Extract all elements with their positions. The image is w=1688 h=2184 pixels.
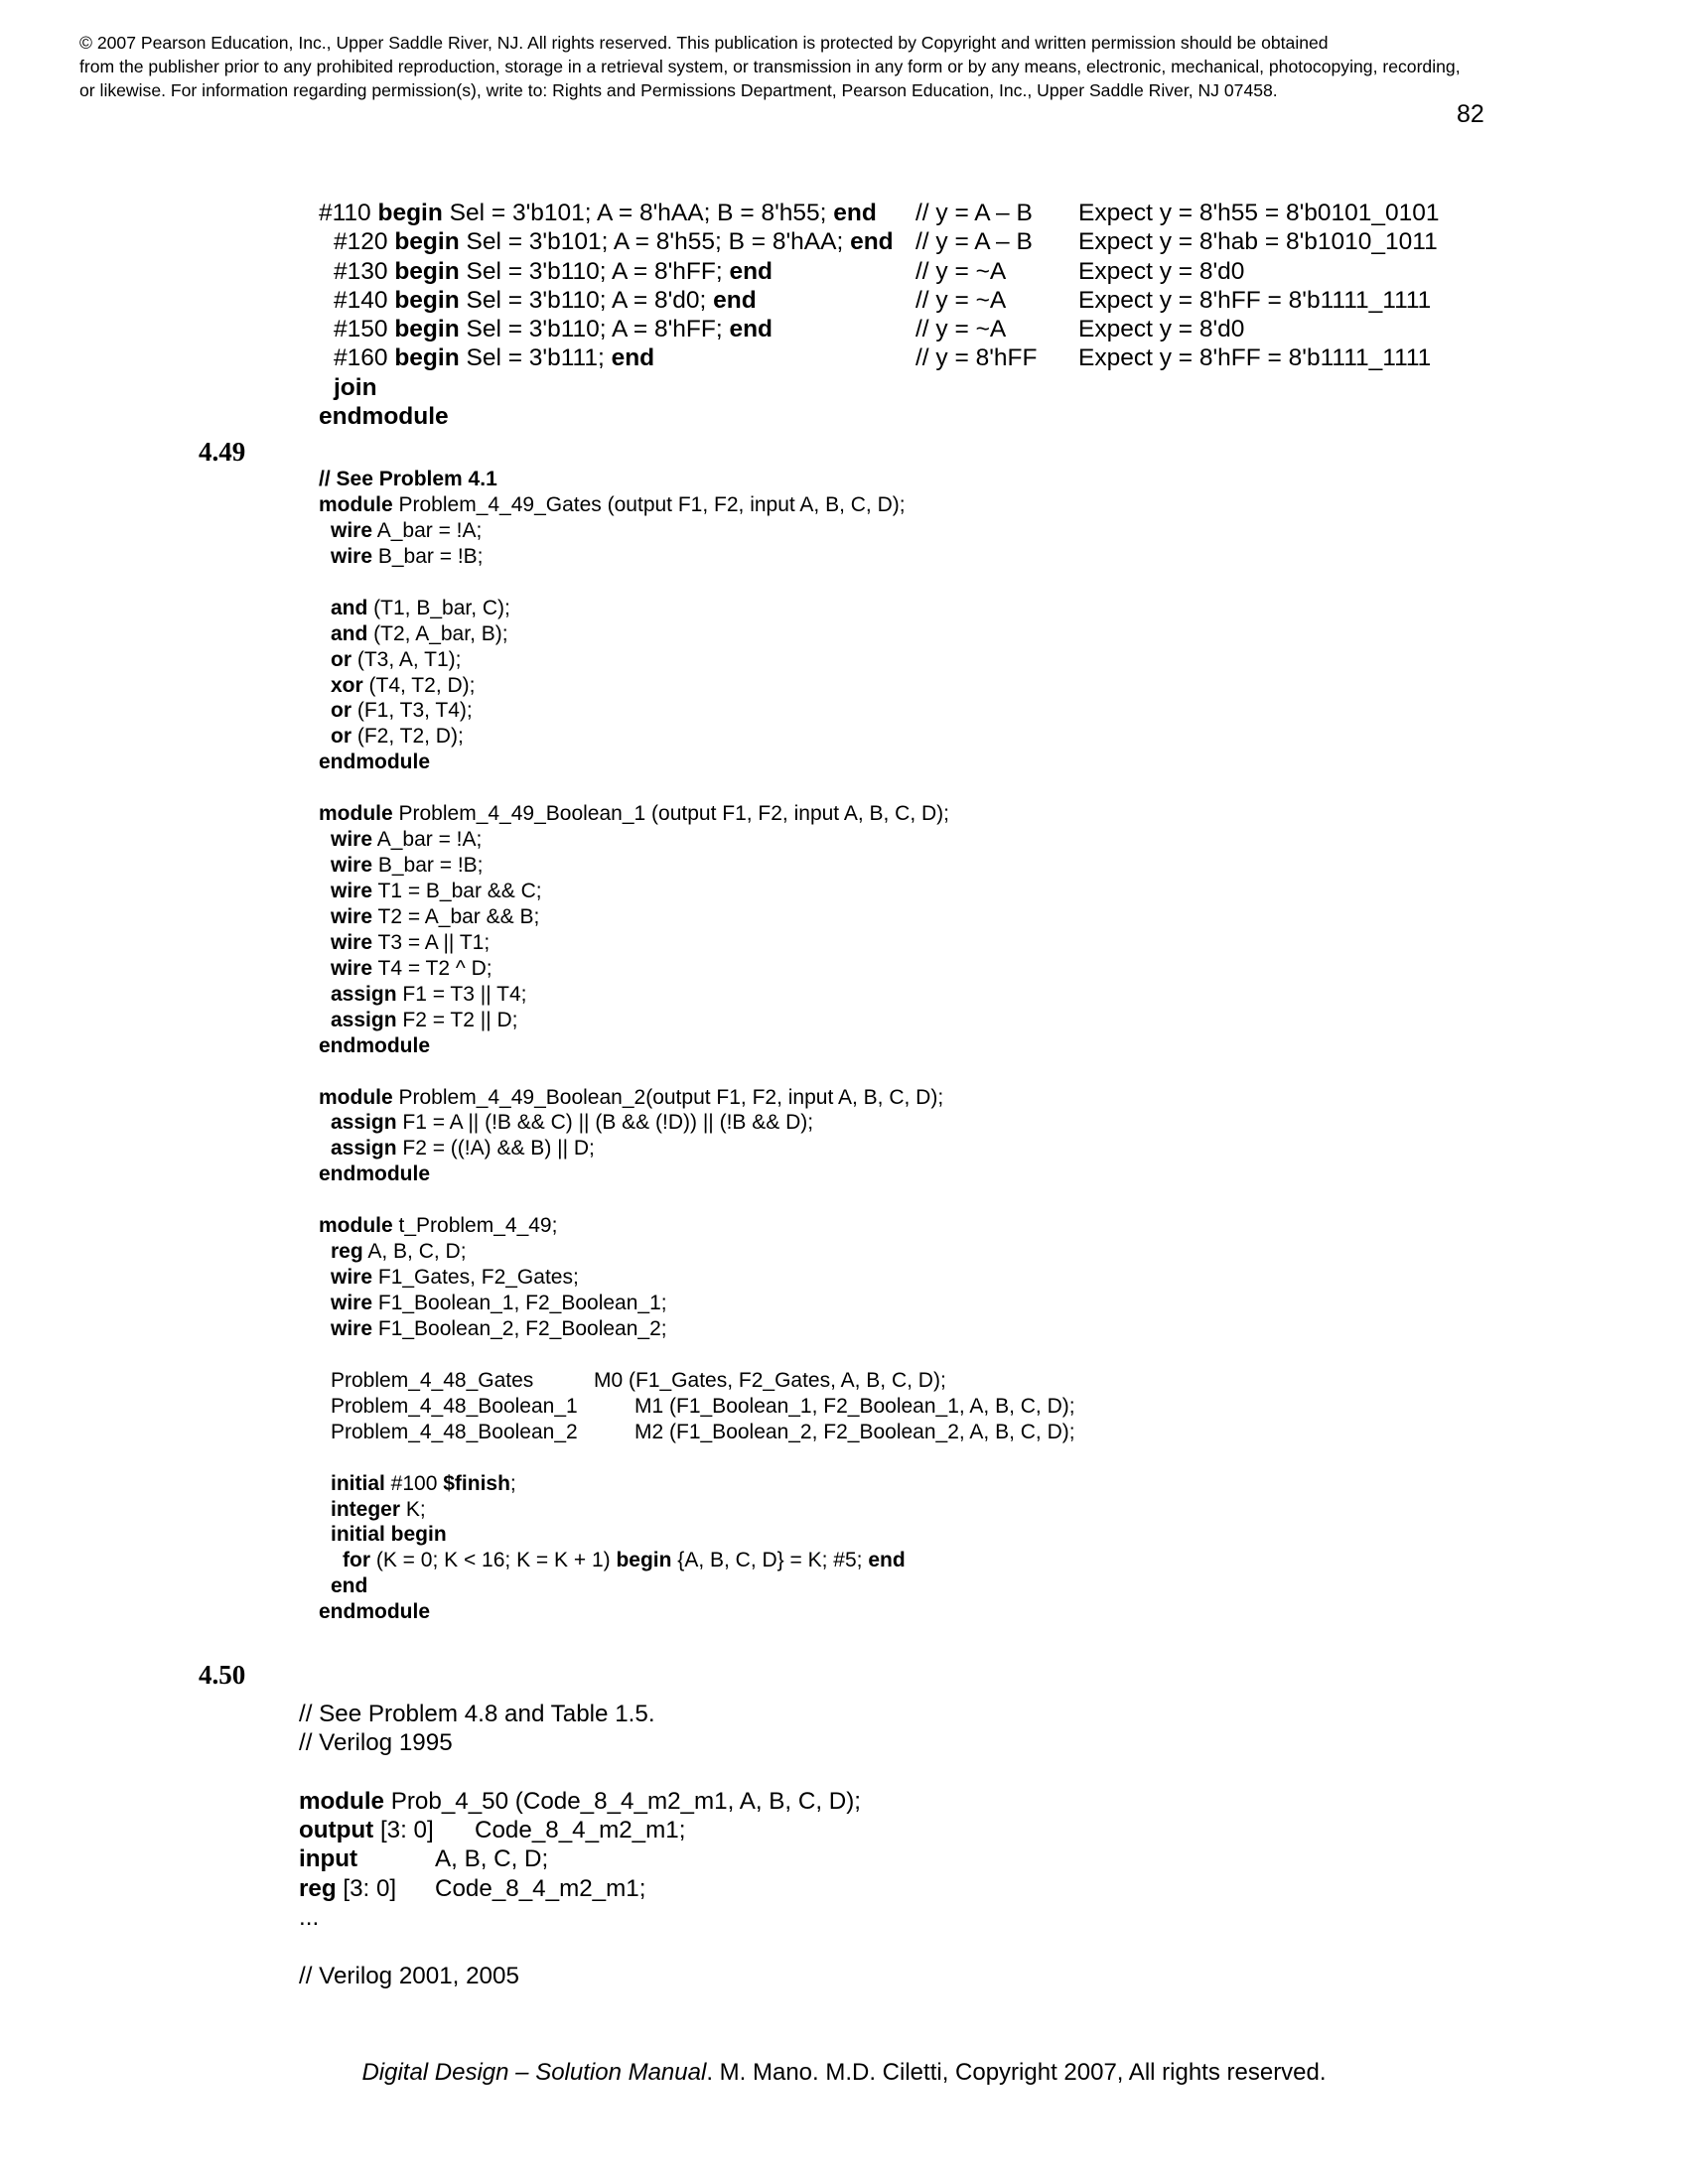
code-line xyxy=(319,621,949,647)
blank-line xyxy=(319,570,949,596)
code-token: [3: 0] xyxy=(336,1874,397,1902)
code-token: and xyxy=(331,621,368,645)
page-number: 82 xyxy=(1457,100,1484,128)
code-token: wire xyxy=(331,1266,373,1290)
copyright-notice xyxy=(79,31,1628,102)
delay: #130 xyxy=(334,257,388,285)
blank-line xyxy=(319,1445,949,1471)
expected-value: Expect y = 8'hFF = 8'b1111_1111 xyxy=(1078,286,1432,314)
book-title: Digital Design – Solution Manual xyxy=(361,2059,707,2086)
statement: Sel = 3'b110; A = 8'hFF; xyxy=(459,316,730,343)
comment-line: // See Problem 4.8 and Table 1.5. xyxy=(299,1701,655,1727)
code-line xyxy=(319,1161,949,1187)
keyword-endmodule: endmodule xyxy=(319,403,449,431)
keyword-end: end xyxy=(833,200,877,226)
keyword-begin: begin xyxy=(394,257,460,285)
code-token: assign xyxy=(331,1137,397,1160)
code-token: B_bar = !B; xyxy=(372,544,484,568)
statement: Sel = 3'b101; A = 8'hAA; B = 8'h55; xyxy=(442,200,834,226)
code-token: A_bar = !A; xyxy=(372,828,483,852)
code-line xyxy=(319,1085,949,1111)
code-token: Prob_4_50 (Code_8_4_m2_m1, A, B, C, D); xyxy=(384,1787,861,1815)
code-token: (K = 0; K < 16; K = K + 1) xyxy=(370,1549,617,1572)
delay: #160 xyxy=(334,344,388,372)
statement: Sel = 3'b111; xyxy=(459,344,612,372)
code-token: (T4, T2, D); xyxy=(362,673,476,697)
keyword-end: end xyxy=(850,228,894,256)
code-token: endmodule xyxy=(319,1600,431,1624)
code-token: T3 = A || T1; xyxy=(372,930,491,954)
blank-line xyxy=(319,1059,949,1085)
code-line xyxy=(319,1573,949,1599)
statement: Sel = 3'b110; A = 8'hFF; xyxy=(459,257,730,285)
code-token: T1 = B_bar && C; xyxy=(372,880,542,902)
code-line xyxy=(319,1239,949,1265)
code-token: wire xyxy=(331,956,373,980)
code-line xyxy=(299,1816,861,1844)
delay: #140 xyxy=(334,286,388,314)
keyword-join: join xyxy=(334,373,377,401)
code-line xyxy=(299,1844,861,1873)
code-token: Problem_4_49_Boolean_2(output F1, F2, input A, B, C, D); xyxy=(392,1085,944,1109)
code-token: or xyxy=(331,647,352,671)
code-line xyxy=(319,801,949,827)
code-line xyxy=(319,544,949,570)
instance-line xyxy=(319,1394,1075,1420)
comment-line: // Verilog 2001, 2005 xyxy=(299,1962,519,1989)
code-token: (F2, T2, D); xyxy=(352,725,464,749)
code-token: module xyxy=(319,802,393,826)
blank-line xyxy=(319,775,949,801)
code-line xyxy=(319,673,949,699)
code-token: endmodule xyxy=(319,1162,431,1186)
code-line xyxy=(299,1787,861,1816)
code-token: module xyxy=(299,1787,385,1815)
delay: #120 xyxy=(334,228,388,256)
code-line xyxy=(319,1008,949,1033)
code-token: F1 = T3 || T4; xyxy=(396,982,527,1006)
code-token: Code_8_4_m2_m1; xyxy=(475,1817,686,1844)
code-token: (T2, A_bar, B); xyxy=(367,621,508,645)
comment: // y = A – B xyxy=(915,200,1033,226)
keyword-begin: begin xyxy=(394,344,460,372)
comment: // y = 8'hFF xyxy=(915,344,1038,372)
instance-line xyxy=(319,1420,1075,1445)
code-line xyxy=(319,1497,949,1523)
code-line xyxy=(319,467,949,492)
expected-value: Expect y = 8'h55 = 8'b0101_0101 xyxy=(1078,200,1440,226)
instance-line xyxy=(319,1368,949,1394)
keyword-begin: begin xyxy=(394,286,460,314)
code-line xyxy=(319,1265,949,1291)
blank-line xyxy=(319,1342,949,1368)
code-token: M0 (F1_Gates, F2_Gates, A, B, C, D); xyxy=(594,1368,946,1392)
delay: #110 xyxy=(319,200,371,226)
keyword-begin: begin xyxy=(377,200,443,226)
code-line xyxy=(319,647,949,673)
code-token: endmodule xyxy=(319,751,431,774)
code-token: M1 (F1_Boolean_1, F2_Boolean_1, A, B, C, D); xyxy=(634,1394,1075,1418)
code-token: Code_8_4_m2_m1; xyxy=(435,1874,646,1902)
blank-line xyxy=(299,1758,861,1787)
copyright-line: © 2007 Pearson Education, Inc., Upper Saddle River, NJ. All rights reserved. This publication is protected by Copyright and written permission should be obtained xyxy=(79,33,1329,53)
code-line xyxy=(319,1033,949,1059)
code-token: reg xyxy=(331,1240,363,1264)
code-token: initial begin xyxy=(331,1523,447,1547)
code-token: A, B, C, D; xyxy=(435,1845,549,1873)
code-line xyxy=(319,1213,949,1239)
code-token: Problem_4_49_Gates (output F1, F2, input A, B, C, D); xyxy=(392,492,906,516)
code-token: or xyxy=(331,725,352,749)
comment-line: // Verilog 1995 xyxy=(299,1729,453,1757)
delay: #150 xyxy=(334,316,388,343)
comment: // y = ~A xyxy=(915,286,1007,314)
code-token: F2 = ((!A) && B) || D; xyxy=(396,1137,595,1160)
code-token: input xyxy=(299,1845,358,1873)
expected-value: Expect y = 8'd0 xyxy=(1078,257,1245,285)
code-token: A, B, C, D; xyxy=(362,1240,467,1264)
code-token: begin xyxy=(616,1549,672,1572)
code-line xyxy=(319,492,949,518)
code-token: integer xyxy=(331,1497,401,1521)
code-token: assign xyxy=(331,1008,397,1031)
comment: // y = A – B xyxy=(915,228,1033,256)
code-token: B_bar = !B; xyxy=(372,854,484,878)
code-token: initial xyxy=(331,1471,385,1495)
code-line xyxy=(319,518,949,544)
code-token: wire xyxy=(331,930,373,954)
expected-value: Expect y = 8'hab = 8'b1010_1011 xyxy=(1078,228,1438,256)
code-line xyxy=(319,750,949,775)
code-token: or xyxy=(331,699,352,723)
code-token: [3: 0] xyxy=(373,1817,434,1844)
code-token: F1 = A || (!B && C) || (B && (!D)) || (!B && D); xyxy=(396,1111,814,1135)
code-token: module xyxy=(319,1214,393,1238)
code-token: module xyxy=(319,492,393,516)
code-token: xor xyxy=(331,673,363,697)
code-block-4-50 xyxy=(299,1700,861,1990)
comment: // y = ~A xyxy=(915,316,1007,343)
keyword-begin: begin xyxy=(394,316,460,343)
code-line xyxy=(319,879,949,904)
code-token: F1_Boolean_1, F2_Boolean_1; xyxy=(372,1292,667,1314)
code-line xyxy=(319,724,949,750)
code-line xyxy=(319,1110,949,1136)
code-token: for xyxy=(343,1549,370,1572)
code-line xyxy=(319,827,949,853)
code-token: wire xyxy=(331,1292,373,1314)
code-token: (F1, T3, T4); xyxy=(352,699,473,723)
code-token: wire xyxy=(331,518,373,542)
code-token: t_Problem_4_49; xyxy=(392,1214,558,1238)
code-token: end xyxy=(331,1574,368,1598)
keyword-end: end xyxy=(713,286,757,314)
code-token: Problem_4_48_Boolean_2 xyxy=(331,1420,578,1443)
section-number-4-49: 4.49 xyxy=(199,437,246,467)
section-number-4-50: 4.50 xyxy=(199,1660,246,1690)
code-token: Problem_4_49_Boolean_1 (output F1, F2, input A, B, C, D); xyxy=(392,802,949,826)
code-token: {A, B, C, D} = K; #5; xyxy=(671,1549,869,1572)
code-token: (T1, B_bar, C); xyxy=(367,596,510,619)
code-token: wire xyxy=(331,544,373,568)
code-token: K; xyxy=(400,1497,426,1521)
code-line xyxy=(299,1874,861,1903)
code-token: // See Problem 4.1 xyxy=(319,468,497,490)
code-token: F1_Boolean_2, F2_Boolean_2; xyxy=(372,1316,667,1340)
code-line xyxy=(319,1136,949,1161)
code-line: ... xyxy=(299,1904,320,1932)
code-token: end xyxy=(868,1549,906,1572)
expected-value: Expect y = 8'hFF = 8'b1111_1111 xyxy=(1078,344,1432,372)
statement: Sel = 3'b110; A = 8'd0; xyxy=(459,286,714,314)
code-line xyxy=(319,1522,949,1548)
code-token: $finish xyxy=(443,1471,510,1495)
code-line xyxy=(319,1548,949,1573)
copyright-line: from the publisher prior to any prohibited reproduction, storage in a retrieval system, or transmission in any form or by any means, electronic, mechanical, photocopying, recording, xyxy=(79,57,1461,76)
code-token: reg xyxy=(299,1874,337,1902)
code-token: endmodule xyxy=(319,1033,431,1057)
code-line xyxy=(319,596,949,621)
code-line xyxy=(319,982,949,1008)
code-line xyxy=(319,1471,949,1497)
code-token: wire xyxy=(331,880,373,902)
code-line xyxy=(319,1599,949,1625)
code-token: wire xyxy=(331,854,373,878)
comment: // y = ~A xyxy=(915,257,1007,285)
statement: Sel = 3'b101; A = 8'h55; B = 8'hAA; xyxy=(459,228,851,256)
code-token: M2 (F1_Boolean_2, F2_Boolean_2, A, B, C, D); xyxy=(634,1420,1075,1443)
expected-value: Expect y = 8'd0 xyxy=(1078,316,1245,343)
keyword-end: end xyxy=(729,316,774,343)
code-line xyxy=(319,956,949,982)
code-token: F1_Gates, F2_Gates; xyxy=(372,1266,579,1290)
code-line xyxy=(319,853,949,879)
code-token: module xyxy=(319,1085,393,1109)
code-token: ; xyxy=(509,1471,516,1495)
code-token: wire xyxy=(331,828,373,852)
code-token: assign xyxy=(331,982,397,1006)
code-block-4-49 xyxy=(319,467,1075,1625)
keyword-end: end xyxy=(611,344,655,372)
code-token: output xyxy=(299,1817,374,1844)
keyword-begin: begin xyxy=(394,228,460,256)
code-token: F2 = T2 || D; xyxy=(396,1008,518,1031)
code-token: T4 = T2 ^ D; xyxy=(372,956,492,980)
page-footer xyxy=(0,2059,1688,2087)
copyright-line: or likewise. For information regarding permission(s), write to: Rights and Permissions Department, Pearson Education, Inc., Upper Saddle River, NJ 07458. xyxy=(79,80,1278,100)
code-token: #100 xyxy=(384,1471,444,1495)
code-line xyxy=(319,698,949,724)
code-token: assign xyxy=(331,1111,397,1135)
blank-line xyxy=(299,1932,861,1961)
code-token: wire xyxy=(331,904,373,928)
code-token: T2 = A_bar && B; xyxy=(372,904,540,928)
blank-line xyxy=(319,1187,949,1213)
code-token: Problem_4_48_Gates xyxy=(331,1368,534,1392)
footer-credits: . M. Mano. M.D. Ciletti, Copyright 2007, All rights reserved. xyxy=(706,2059,1327,2086)
code-line xyxy=(319,1316,949,1342)
code-token: wire xyxy=(331,1316,373,1340)
code-token: A_bar = !A; xyxy=(372,518,483,542)
code-line xyxy=(319,930,949,956)
code-token: (T3, A, T1); xyxy=(352,647,462,671)
code-line xyxy=(319,904,949,930)
code-token: Problem_4_48_Boolean_1 xyxy=(331,1394,578,1418)
code-token: and xyxy=(331,596,368,619)
keyword-end: end xyxy=(729,257,774,285)
code-line xyxy=(319,1291,949,1316)
